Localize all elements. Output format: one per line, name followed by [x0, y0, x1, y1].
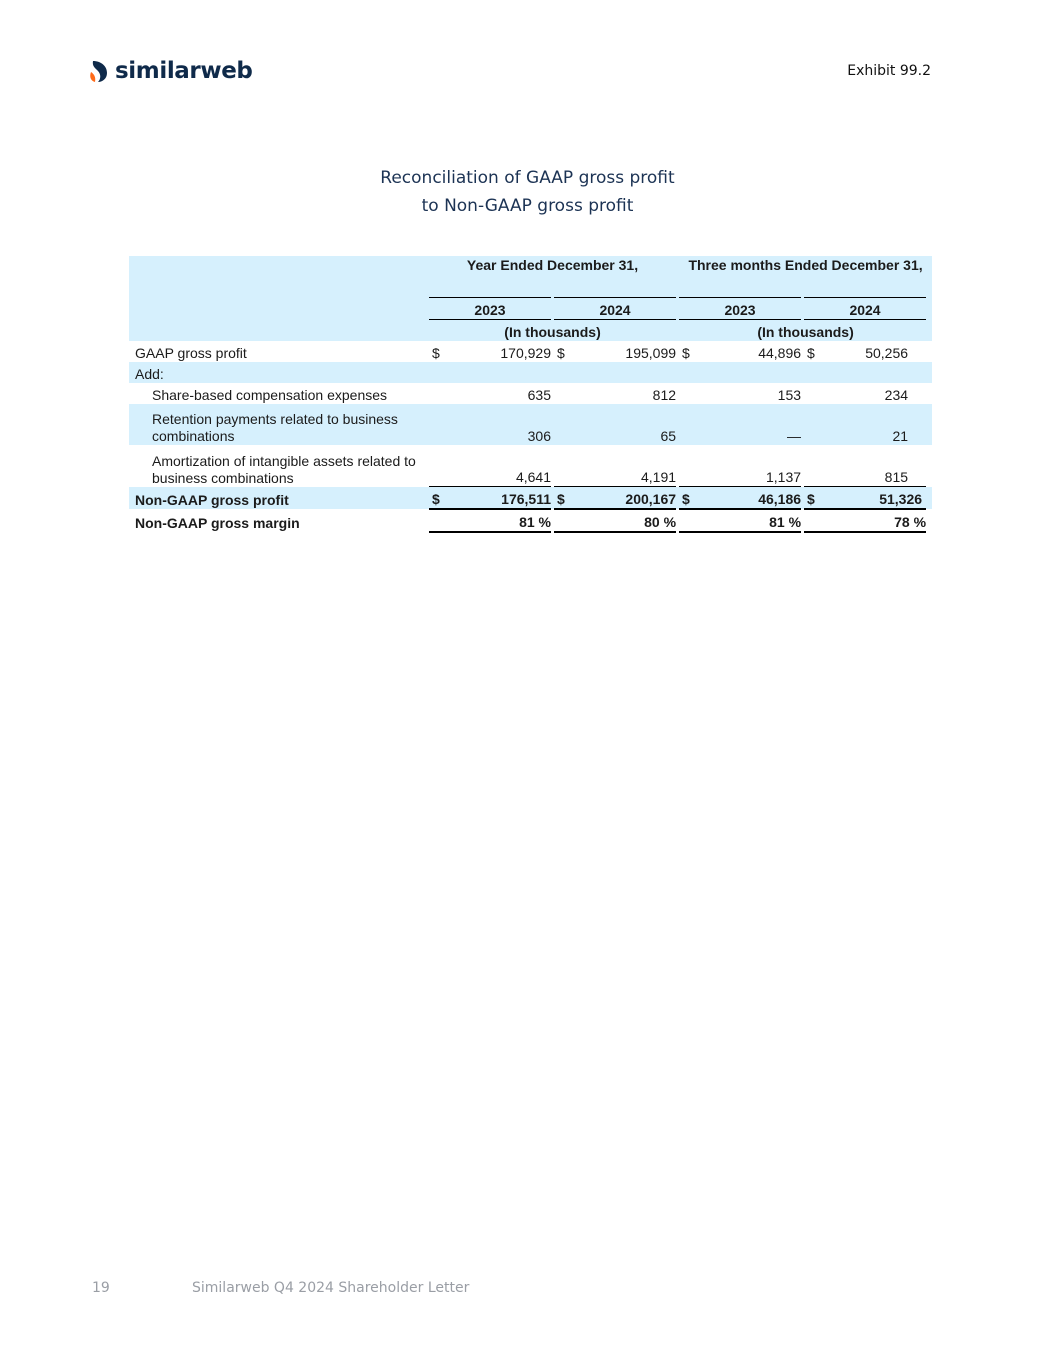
units-label: (In thousands) — [679, 320, 932, 342]
row-label: Add: — [129, 362, 429, 383]
reconciliation-table — [129, 256, 931, 533]
year-header: 2024 — [554, 298, 676, 320]
currency-sign: $ — [807, 345, 815, 361]
table-year-row — [129, 298, 932, 320]
exhibit-label: Exhibit 99.2 — [847, 63, 931, 79]
cell-value: 176,511 — [451, 487, 551, 510]
cell-value: 21 — [826, 404, 926, 445]
row-label: Retention payments related to business combinations — [129, 404, 429, 445]
table-row — [129, 487, 932, 510]
units-label: (In thousands) — [429, 320, 676, 342]
currency-sign: $ — [804, 487, 826, 510]
year-header: 2024 — [804, 298, 926, 320]
cell-value: 200,167 — [576, 487, 676, 510]
currency-sign: $ — [432, 345, 440, 361]
row-label: Share-based compensation expenses — [152, 387, 388, 403]
cell-value: 4,641 — [451, 445, 551, 487]
cell-value: 50,256 — [865, 345, 909, 361]
page-title — [0, 164, 1055, 220]
company-logo — [88, 58, 252, 84]
row-label: Non-GAAP gross profit — [129, 487, 429, 510]
cell-value: 44,896 — [758, 345, 802, 361]
table-row — [129, 404, 932, 445]
table-row — [129, 362, 932, 383]
row-label: Non-GAAP gross margin — [135, 515, 300, 531]
cell-value: 1,137 — [701, 445, 801, 487]
group-header-quarter: Three months Ended December 31, — [679, 256, 932, 298]
currency-sign: $ — [554, 487, 576, 510]
cell-value: 170,929 — [500, 345, 551, 361]
cell-value: 65 — [576, 404, 676, 445]
cell-value: 635 — [527, 387, 551, 403]
cell-value: 306 — [451, 404, 551, 445]
cell-value: 4,191 — [576, 445, 676, 487]
table-header-row — [129, 256, 932, 298]
footer-title: Similarweb Q4 2024 Shareholder Letter — [192, 1280, 470, 1296]
brand-name: similarweb — [115, 58, 253, 84]
currency-sign: $ — [429, 487, 451, 510]
year-header: 2023 — [679, 298, 801, 320]
cell-value: 195,099 — [625, 345, 677, 361]
currency-sign: $ — [682, 345, 690, 361]
year-header: 2023 — [429, 298, 551, 320]
group-header-year: Year Ended December 31, — [429, 256, 676, 298]
currency-sign: $ — [557, 345, 565, 361]
cell-value: 81 % — [451, 509, 551, 532]
cell-value: 51,326 — [826, 487, 926, 510]
cell-value: 78 % — [826, 509, 926, 532]
cell-value: 812 — [652, 387, 677, 403]
page-number: 19 — [92, 1280, 110, 1296]
row-label: GAAP gross profit — [135, 345, 247, 361]
similarweb-logo-icon — [88, 58, 110, 84]
cell-value: 234 — [884, 387, 909, 403]
title-line-1: Reconciliation of GAAP gross profit — [380, 168, 675, 188]
currency-sign: $ — [679, 487, 701, 510]
table-row — [129, 383, 932, 404]
cell-value: 46,186 — [701, 487, 801, 510]
cell-value: — — [701, 404, 801, 445]
cell-value: 815 — [826, 445, 926, 487]
cell-value: 153 — [777, 387, 802, 403]
table-units-row — [129, 320, 932, 342]
cell-value: 80 % — [576, 509, 676, 532]
row-label: Amortization of intangible assets related to business combinations — [152, 452, 416, 486]
table-row — [129, 445, 932, 487]
table-row — [129, 341, 932, 362]
table-row — [129, 509, 932, 532]
cell-value: 81 % — [701, 509, 801, 532]
title-line-2: to Non-GAAP gross profit — [421, 196, 634, 216]
